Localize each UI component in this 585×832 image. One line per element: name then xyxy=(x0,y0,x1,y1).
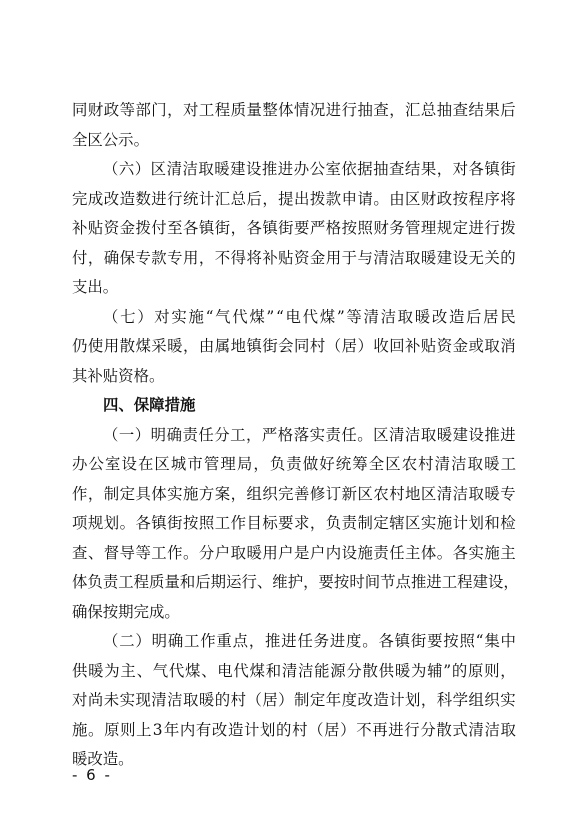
text-line: 付 ， 确 保 专 款 专 用 ， 不 得 将 补 贴 资 金 用 于 与 清 洁 取 暖 建 设 无 关 的 xyxy=(72,248,516,267)
text-line: 全区公示。 xyxy=(72,130,149,149)
text-line: 作 ， 制 定 具 体 实 施 方 案 ， 组 织 完 善 修 订 新 区 农 村 地 区 清 洁 取 暖 专 xyxy=(72,484,516,503)
text-line: 供 暖 为 主 、 气 代 煤 、 电 代 煤 和 清 洁 能 源 分 散 供 暖 为 辅 ” 的 原 则 ， xyxy=(72,661,516,680)
text-line: 完 成 改 造 数 进 行 统 计 汇 总 后 ， 提 出 拨 款 申 请 。 由 区 财 政 按 程 序 将 xyxy=(72,189,516,208)
section-heading: 四、保障措施 xyxy=(103,396,196,414)
text-line: 办 公 室 设 在 区 城 市 管 理 局 ， 负 责 做 好 统 筹 全 区 农 村 清 洁 取 暖 工 xyxy=(72,455,516,473)
text-line: （ 七 ） 对 实 施 “ 气 代 煤 ” “ 电 代 煤 ” 等 清 洁 取 暖 改 造 后 居 民 xyxy=(103,307,516,326)
text-line: 暖改造。 xyxy=(72,750,134,768)
page-number: - 6 - xyxy=(72,766,112,784)
text-line: 对 尚 未 实 现 清 洁 取 暖 的 村 （ 居 ） 制 定 年 度 改 造 计 划 ， 科 学 组 织 实 xyxy=(72,691,516,709)
text-line: 项 规 划 。 各 镇 街 按 照 工 作 目 标 要 求 ， 负 责 制 定 辖 区 实 施 计 划 和 检 xyxy=(72,514,516,532)
text-line: （ 六 ） 区 清 洁 取 暖 建 设 推 进 办 公 室 依 据 抽 查 结 果 ， 对 各 镇 街 xyxy=(103,160,516,178)
text-line: 施 。 原 则 上 3 年 内 有 改 造 计 划 的 村 （ 居 ） 不 再 进 行 分 散 式 清 洁 取 xyxy=(72,720,516,739)
text-line: （ 二 ） 明 确 工 作 重 点 ， 推 进 任 务 进 度 。 各 镇 街 要 按 照 “ 集 中 xyxy=(103,632,516,650)
text-line: 支出。 xyxy=(72,278,119,296)
text-line: 确保按期完成。 xyxy=(72,602,180,621)
text-line: 仍 使 用 散 煤 采 暖 ， 由 属 地 镇 街 会 同 村 （ 居 ） 收 回 补 贴 资 金 或 取 消 xyxy=(72,337,516,355)
text-line: （ 一 ） 明 确 责 任 分 工 ， 严 格 落 实 责 任 。 区 清 洁 取 暖 建 设 推 进 xyxy=(103,425,516,444)
text-line: 同 财 政 等 部 门 ， 对 工 程 质 量 整 体 情 况 进 行 抽 查 ， 汇 总 抽 查 结 果 后 xyxy=(72,101,516,119)
text-line: 查 、 督 导 等 工 作 。 分 户 取 暖 用 户 是 户 内 设 施 责 任 主 体 。 各 实 施 主 xyxy=(72,543,516,562)
text-line: 其补贴资格。 xyxy=(72,366,165,385)
document-body xyxy=(72,96,519,775)
text-line: 补 贴 资 金 拨 付 至 各 镇 街 ， 各 镇 街 要 严 格 按 照 财 务 管 理 规 定 进 行 拨 xyxy=(72,219,516,237)
text-line: 体 负 责 工 程 质 量 和 后 期 运 行 、 维 护 ， 要 按 时 间 节 点 推 进 工 程 建 设 ， xyxy=(72,573,519,591)
